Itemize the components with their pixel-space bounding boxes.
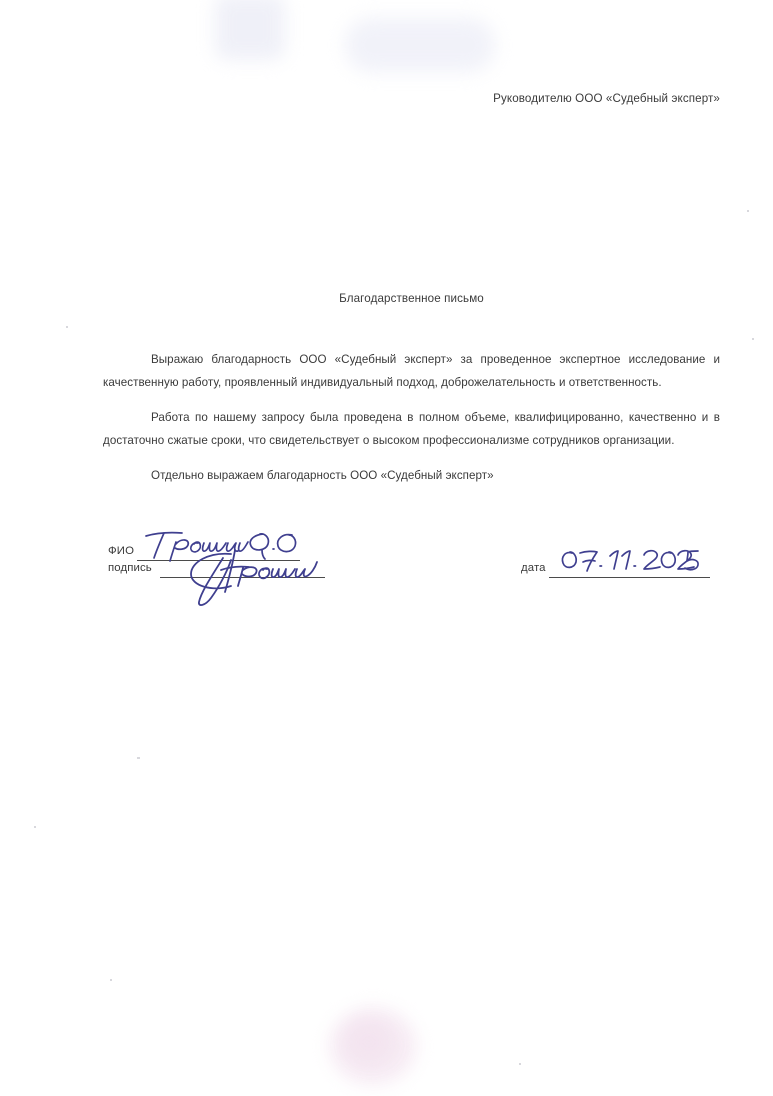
addressee-line: Руководителю ООО «Судебный эксперт»	[493, 92, 720, 105]
scan-artifact-top-left	[215, 0, 285, 60]
date-label: дата	[521, 562, 546, 574]
scan-artifact-bottom	[330, 1008, 416, 1084]
letter-body	[103, 348, 720, 487]
date-underline	[549, 577, 710, 578]
body-paragraph-1: Выражаю благодарность ООО «Судебный эксперт» за проведенное экспертное исследование и качественную работу, проявленный индивидуальный подход, доброжелательность и ответственность.	[103, 353, 720, 389]
scan-artifact-bottom-inner	[345, 1020, 393, 1064]
paper-speck	[110, 979, 112, 981]
fio-label: ФИО	[108, 545, 135, 557]
handwritten-signature	[165, 548, 335, 608]
fio-underline	[137, 560, 300, 561]
signature-label: подпись	[108, 562, 152, 574]
body-paragraph-2: Работа по нашему запросу была проведена в полном объеме, квалифицированно, качественно и в достаточно сжатые сроки, что свидетельствует о высоком профессионализме сотрудников организации.	[103, 411, 720, 447]
body-paragraph-3: Отдельно выражаем благодарность ООО «Судебный эксперт»	[151, 469, 494, 482]
paper-speck	[752, 338, 754, 340]
paper-speck	[34, 826, 36, 828]
paper-speck	[519, 1063, 521, 1065]
paper-speck	[747, 210, 749, 212]
document-title: Благодарственное письмо	[339, 292, 484, 305]
scan-artifact-top-middle	[345, 18, 495, 72]
handwritten-date-value	[560, 546, 700, 574]
paper-speck	[137, 757, 140, 759]
signature-underline	[160, 577, 325, 578]
handwritten-fio-value	[142, 528, 302, 562]
paper-speck	[66, 326, 68, 328]
